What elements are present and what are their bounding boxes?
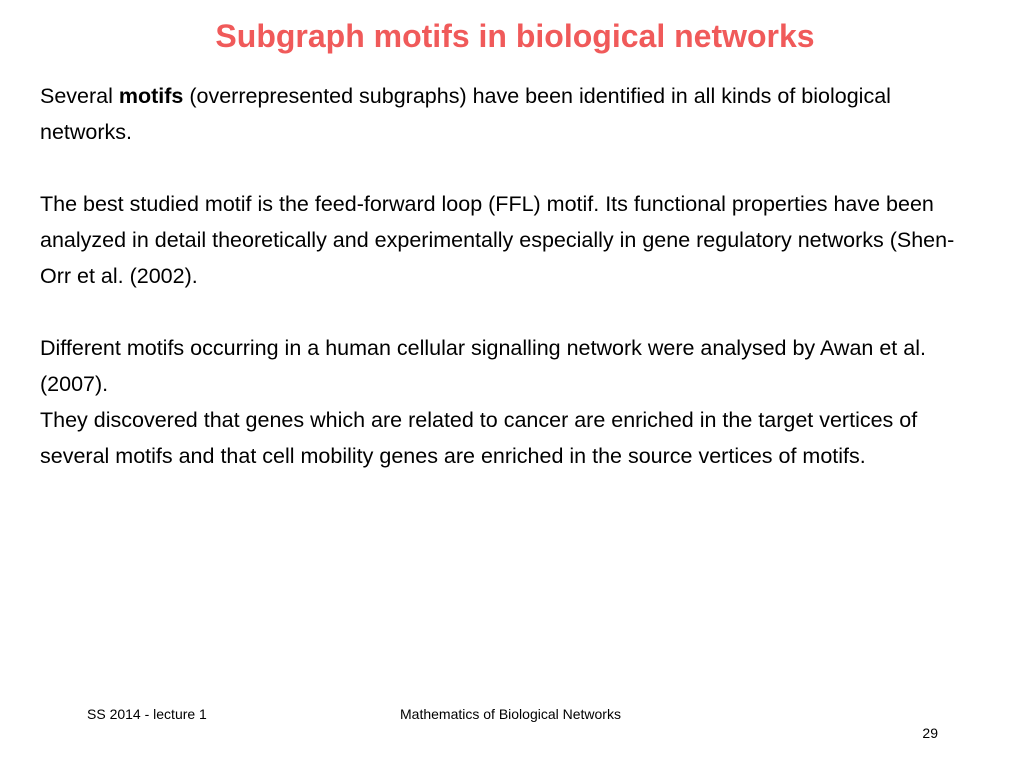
footer-lecture: SS 2014 - lecture 1 [87,706,207,722]
paragraph-motifs-intro-after: (overrepresented subgraphs) have been identified in all kinds of biological networks. [40,84,891,144]
motifs-bold-term: motifs [118,84,184,108]
paragraph-motifs-intro [40,78,980,150]
paragraph-spacer [40,294,980,330]
paragraph-spacer [40,150,980,186]
footer-course-title: Mathematics of Biological Networks [400,706,621,722]
paragraph-ffl: The best studied motif is the feed-forward loop (FFL) motif. Its functional properties have been analyzed in detail theoretically and experimentally especially in gene regulatory networks (Shen-Orr et al. (2002). [40,192,955,288]
slide-body [40,78,980,474]
page-number: 29 [922,725,938,741]
paragraph-motifs-intro-before: Several [40,84,119,108]
paragraph-awan: Different motifs occurring in a human cellular signalling network were analysed by Awan et al. (2007). [40,336,926,396]
paragraph-cancer-genes: They discovered that genes which are related to cancer are enriched in the target vertices of several motifs and that cell mobility genes are enriched in the source vertices of motifs. [40,408,918,468]
slide-title: Subgraph motifs in biological networks [215,18,815,54]
